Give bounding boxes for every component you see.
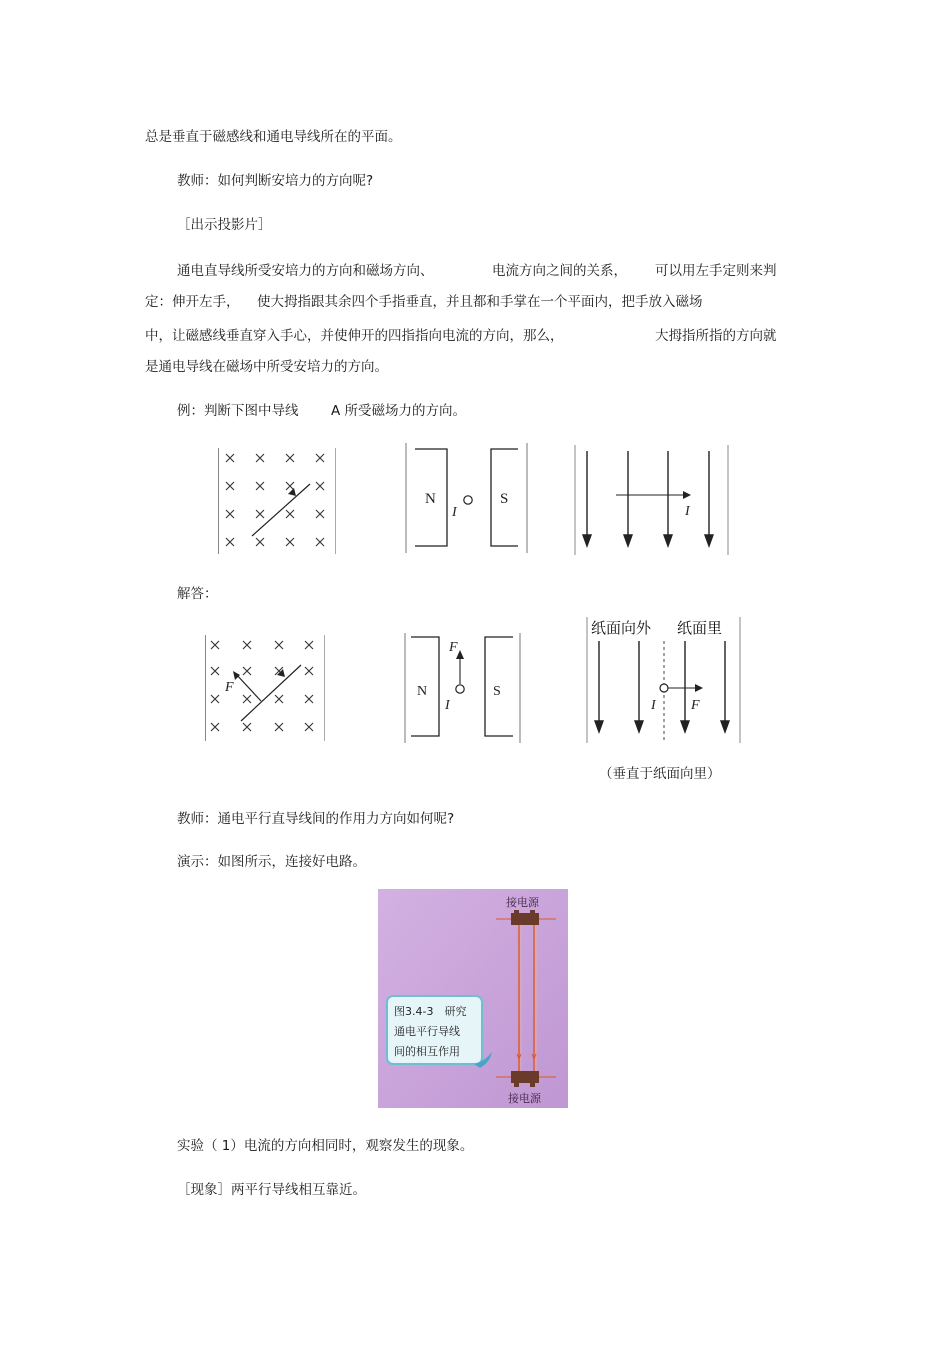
teacher-question-2: 教师：通电平行直导线间的作用力方向如何呢?	[177, 811, 455, 827]
example-figure-vertical-field	[573, 445, 731, 555]
photo-card-line-2: 通电平行导线	[394, 1025, 460, 1038]
para-3a: 中，让磁感线垂直穿入手心，并使伸开的四指指向电流的方向，那么，	[145, 328, 564, 344]
label-south: S	[500, 491, 509, 507]
answer-label: 解答：	[177, 586, 218, 602]
answer-figure-vertical-field	[585, 617, 743, 743]
answer-figure-cross-field	[205, 635, 325, 741]
para-2a: 定：伸开左手，	[145, 294, 240, 310]
example-a: 例：判断下图中导线	[177, 403, 299, 419]
photo-card-line-3: 间的相互作用	[394, 1045, 460, 1058]
photo-card-line-1: 图3.4-3 研究	[394, 1005, 467, 1018]
label-force: F	[691, 698, 700, 713]
phenomenon: ［现象］两平行导线相互靠近。	[177, 1182, 366, 1198]
label-current: I	[685, 504, 690, 519]
para-1a: 通电直导线所受安培力的方向和磁场方向、	[177, 263, 434, 279]
show-slide: ［出示投影片］	[177, 217, 272, 233]
example-figure-cross-field	[218, 448, 336, 554]
label-current: I	[452, 505, 457, 520]
para-1b: 电流方向之间的关系，	[492, 263, 627, 279]
example-b: A 所受磁场力的方向。	[331, 403, 467, 419]
label-current: I	[651, 698, 656, 713]
label-force: F	[449, 640, 458, 655]
example-figure-magnets	[405, 443, 529, 553]
para-1c: 可以用左手定则来判	[655, 263, 777, 279]
parallel-wires-photo	[378, 889, 568, 1108]
teacher-question: 教师：如何判断安培力的方向呢?	[177, 173, 374, 189]
para-4: 是通电导线在磁场中所受安培力的方向。	[145, 359, 388, 375]
text-line-1: 总是垂直于磁感线和通电导线所在的平面。	[145, 129, 402, 145]
label-force: F	[225, 680, 234, 695]
answer-figure-magnets	[403, 633, 523, 743]
label-north: N	[425, 491, 436, 507]
label-south: S	[493, 684, 501, 699]
label-current: I	[445, 698, 450, 713]
demo-instruction: 演示：如图所示，连接好电路。	[177, 854, 366, 870]
para-2b: 使大拇指跟其余四个手指垂直，并且都和手掌在一个平面内，把手放入磁场	[257, 294, 703, 310]
power-label-top: 接电源	[506, 896, 539, 909]
label-north: N	[417, 684, 428, 699]
figure-caption: （垂直于纸面向里）	[599, 766, 721, 782]
label-into-page: 纸面里	[677, 619, 723, 637]
label-out-of-page: 纸面向外	[591, 619, 652, 637]
power-label-bottom: 接电源	[508, 1092, 541, 1105]
experiment-1: 实验（ 1）电流的方向相同时，观察发生的现象。	[177, 1138, 474, 1154]
para-3b: 大拇指所指的方向就	[655, 328, 777, 344]
